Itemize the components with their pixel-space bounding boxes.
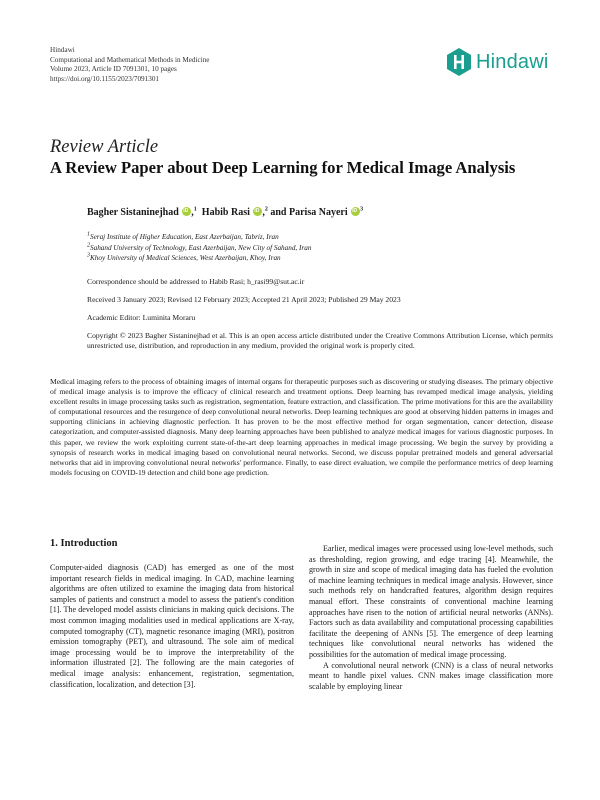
left-column-text: Computer-aided diagnosis (CAD) has emerged as one of the most important research fields in medical imaging. In CAD, machine learning algorithms are often utilized to examine the imaging data from historical samples of patients and construct a model to assess the patient's condition [1]. The developed model assists clinicians in making quick decisions. The most common imaging modalities used in medical applications are X-ray, computed tomography (CT), magnetic resonance imaging (MRI), positron emission tomography (PET), and ultrasound. The sole aim of medical image processing would be to improve the interpretability of the information illustrated [2]. The following are the main categories of medical image analysis: enhancement, registration, segmentation, classification, localization, and detection [3]. [50,563,294,689]
right-column-paragraph: A convolutional neural network (CNN) is a class of neural networks meant to handle pixel values. CNN makes image classification more scalable by employing linear [309,660,553,691]
affiliation-number: 1 [87,231,90,238]
publisher-name: Hindawi [50,46,75,54]
copyright-notice: Copyright © 2023 Bagher Sistaninejhad et al. This is an open access article distributed under the Creative Commons Attribution License, which permits unrestricted use, distribution, and reproduction in any medium, provided the original work is properly cited. [87,331,553,350]
hindawi-logo-icon [446,47,472,77]
author-separator: and [267,207,289,218]
hindawi-logo[interactable] [446,43,556,81]
article-type: Review Article [50,137,159,157]
author-name[interactable]: Bagher Sistaninejhad [87,207,179,218]
author-affiliation-number: 3 [360,206,364,213]
correspondence-line: Correspondence should be addressed to Habib Rasi; h_rasi99@sut.ac.ir [87,277,305,286]
article-title: A Review Paper about Deep Learning for Medical Image Analysis [50,158,516,177]
author-name[interactable]: Habib Rasi [201,207,250,218]
journal-name: Computational and Mathematical Methods in Medicine [50,55,210,64]
affiliation-text: Seraj Institute of Higher Education, East Azerbaijan, Tabriz, Iran [90,233,279,241]
affiliation-text: Sahand University of Technology, East Azerbaijan, New City of Sahand, Iran [90,243,312,252]
logo-wordmark: Hindawi [476,50,549,73]
orcid-icon[interactable] [351,207,360,216]
publication-dates: Received 3 January 2023; Revised 12 February 2023; Accepted 21 April 2023; Published 29 May 2023 [87,295,401,304]
right-column [309,544,553,692]
right-column-paragraph: Earlier, medical images were processed using low-level methods, such as thresholding, region growing, and edge tracing [4]. Meanwhile, the growth in size and scope of medical imaging data has fueled the evolution of machine learning techniques in medical image analysis. However, since such methods rely on handcrafted features, algorithm design requires manual effort. These constraints of conventional machine learning approaches have risen to the notion of artificial neural networks (ANNs). Factors such as data availability and computational processing capabilities facilitate the deepening of ANNs [5]. The emergence of deep learning techniques like convolutional neural networks has widened the possibilities for the automation of medical image processing. [309,544,553,659]
abstract: Medical imaging refers to the process of obtaining images of internal organs for therapeutic purposes such as discovering or studying diseases. The primary objective of medical image analysis is to improve the efficacy of clinical research and treatment options. Deep learning has revamped medical image analysis, yielding excellent results in image processing tasks such as registration, segmentation, feature extraction, and classification. The prime motivations for this are the availability of computational resources and the resurgence of deep convolutional neural networks. Deep learning techniques are good at observing hidden patterns in images and supporting clinicians in achieving diagnostic perfection. It has proven to be the most effective method for organ segmentation, cancer detection, disease categorization, and computer-assisted diagnosis. Many deep learning approaches have been published to analyze medical images for various diagnostic purposes. In this paper, we review the work exploiting current state-of-the-art deep learning approaches in medical image processing. We begin the survey by providing a synopsis of research works in medical imaging based on convolutional neural networks. Second, we discuss popular pretrained models and general adversarial networks that aid in improving convolutional neural networks' performance. Finally, to ease direct evaluation, we compile the performance metrics of deep learning models focusing on COVID-19 detection and child bone age prediction. [50,377,553,477]
section-heading-introduction: 1. Introduction [50,538,118,549]
academic-editor: Academic Editor: Luminita Moraru [87,313,196,322]
doi-link[interactable]: https://doi.org/10.1155/2023/7091301 [50,74,160,83]
journal-header [50,46,210,84]
author-affiliation-number: 1 [193,206,197,213]
affiliation-line [87,232,553,243]
volume-info: Volume 2023, Article ID 7091301, 10 pages [50,65,177,74]
affiliation-number: 2 [87,242,90,249]
author-name[interactable]: Parisa Nayeri [289,207,348,218]
affiliations [87,232,553,264]
affiliation-line [87,253,553,264]
affiliation-number: 3 [87,252,90,259]
author-list [87,207,553,218]
author-separator: , [191,207,194,218]
author-affiliation-number: 2 [264,206,268,213]
orcid-icon[interactable] [182,207,191,216]
author-separator: , [262,207,265,218]
affiliation-line [87,243,553,254]
affiliation-text: Khoy University of Medical Sciences, West Azerbaijan, Khoy, Iran [90,254,281,263]
